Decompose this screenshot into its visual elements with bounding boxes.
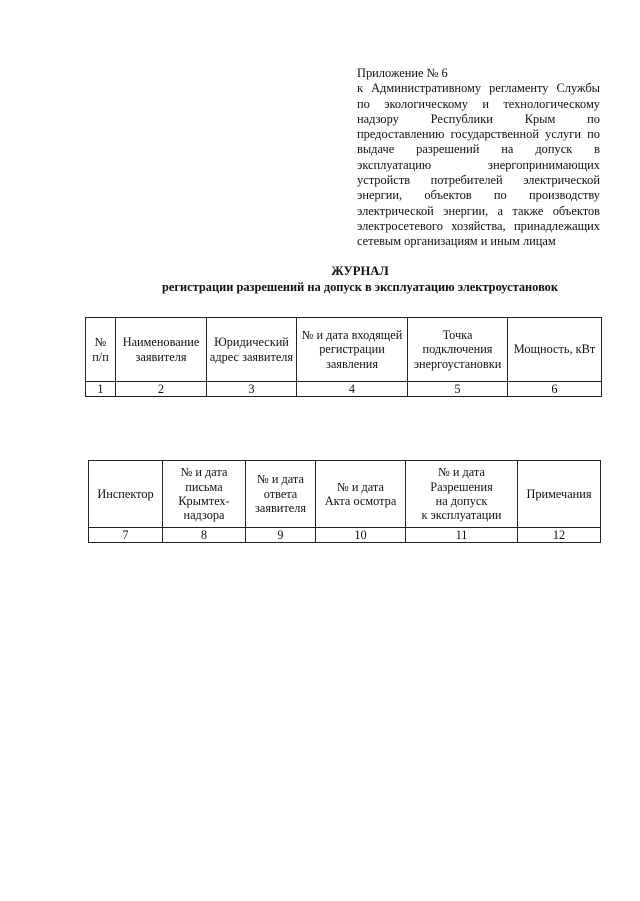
- column-number: 8: [163, 528, 246, 543]
- column-header-power: Мощность, кВт: [508, 318, 602, 382]
- journal-title: ЖУРНАЛ: [331, 264, 389, 278]
- column-number-row: [89, 528, 601, 543]
- appendix-body: к Административному регламенту Службы по экологическому и технологическому надзору Республики Крым по предоставлению государственной услуги по выдаче разрешений на допуск в эксплуатацию энергопринимающих устройств потребителей электрической энергии, объектов по производству электрической энергии, а также объектов электросетевого хозяйства, принадлежащих сетевым организациям и иным лицам: [357, 81, 600, 249]
- journal-subtitle: регистрации разрешений на допуск в эксплуатацию электроустановок: [161, 280, 559, 294]
- column-number: 10: [316, 528, 406, 543]
- column-number: 5: [408, 382, 508, 397]
- column-header-applicant-reply: № и дата ответа заявителя: [246, 461, 316, 528]
- column-number: 6: [508, 382, 602, 397]
- column-number: 11: [406, 528, 518, 543]
- column-number: 12: [518, 528, 601, 543]
- column-header-inspection-act: № и дата Акта осмотра: [316, 461, 406, 528]
- table-header-row: [86, 318, 602, 382]
- column-header-incoming-registration: № и дата входящей регистрации заявления: [297, 318, 408, 382]
- column-number: 9: [246, 528, 316, 543]
- column-number: 7: [89, 528, 163, 543]
- column-number: 3: [207, 382, 297, 397]
- appendix-block: [357, 66, 600, 250]
- column-number-row: [86, 382, 602, 397]
- column-number: 2: [116, 382, 207, 397]
- table-header-row: [89, 461, 601, 528]
- column-header-notes: Примечания: [518, 461, 601, 528]
- registration-table-part-2: [88, 460, 601, 543]
- registration-table-part-1: [85, 317, 602, 397]
- column-header-supervision-letter: № и дата письма Крымтех- надзора: [163, 461, 246, 528]
- column-number: 1: [86, 382, 116, 397]
- appendix-heading: Приложение № 6: [357, 66, 448, 80]
- column-header-connection-point: Точка подключения энергоустановки: [408, 318, 508, 382]
- column-header-inspector: Инспектор: [89, 461, 163, 528]
- column-header-applicant-name: Наименование заявителя: [116, 318, 207, 382]
- column-number: 4: [297, 382, 408, 397]
- column-header-legal-address: Юридический адрес заявителя: [207, 318, 297, 382]
- column-header-number: № п/п: [86, 318, 116, 382]
- column-header-permit: № и дата Разрешения на допуск к эксплуатации: [406, 461, 518, 528]
